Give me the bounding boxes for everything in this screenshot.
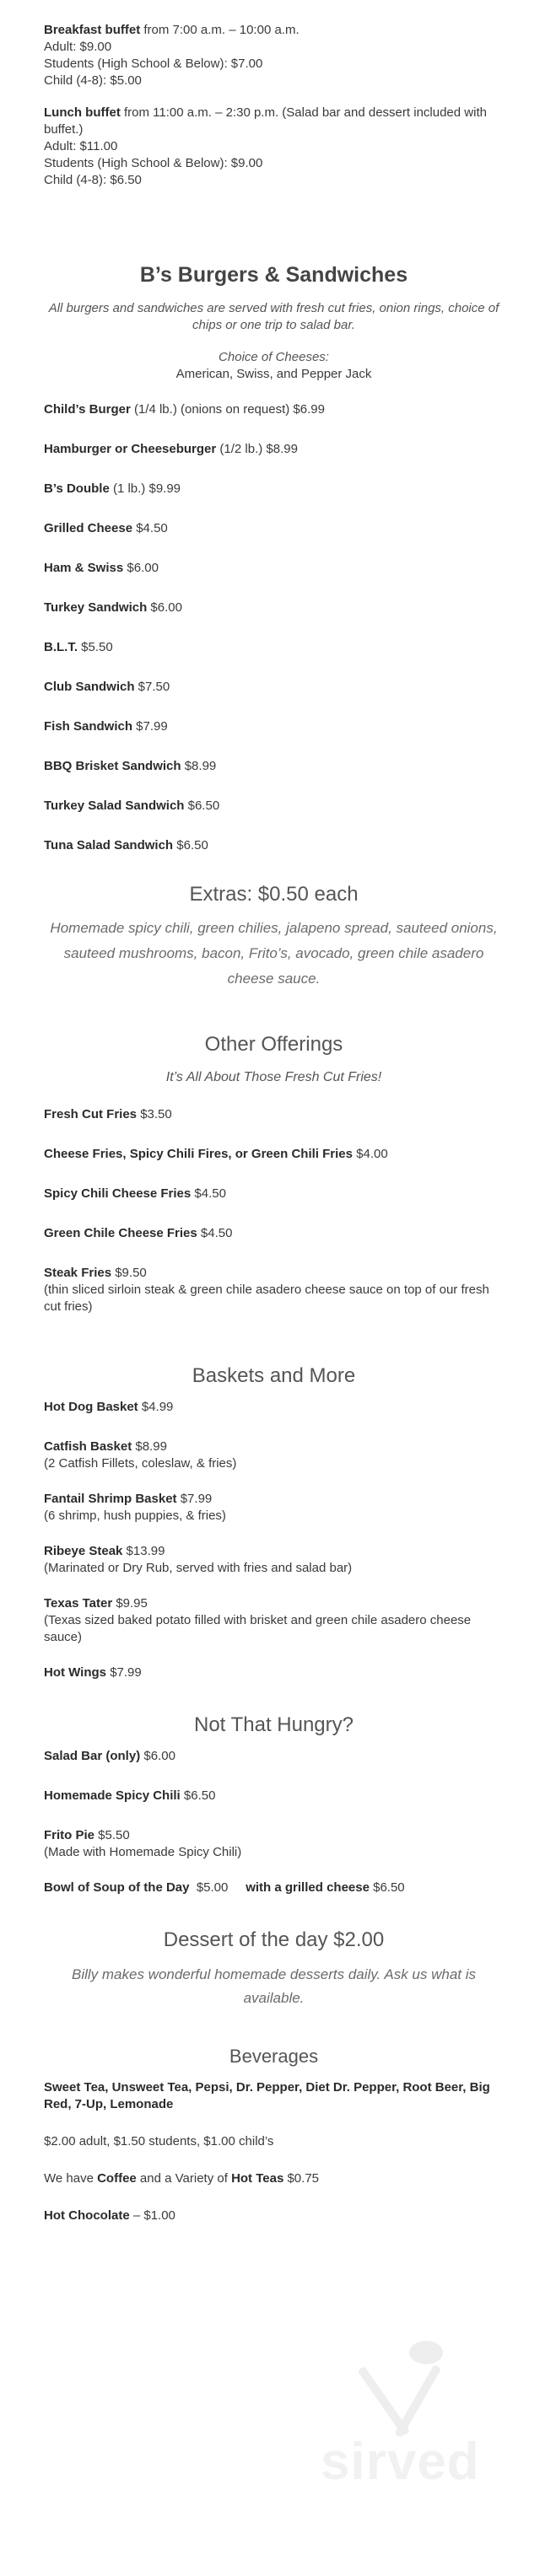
list-item: Bowl of Soup of the Day $5.00 with a grilled cheese $6.50 [44, 1880, 405, 1895]
list-item: Steak Fries $9.50 (thin sliced sirloin steak & green chile asadero cheese sauce on top of our fresh cut fries) [44, 1265, 504, 1315]
coffee-teas: We have Coffee and a Variety of Hot Teas $0.75 [44, 2171, 320, 2186]
list-item: Club Sandwich $7.50 [44, 680, 170, 694]
list-item: Frito Pie $5.50 (Made with Homemade Spicy Chili) [44, 1827, 504, 1861]
cheese-title: Choice of Cheeses: [219, 350, 329, 364]
list-item: Child’s Burger (1/4 lb.) (onions on request) $6.99 [44, 402, 325, 417]
item-note: (Made with Homemade Spicy Chili) [44, 1845, 242, 1859]
other-heading: Other Offerings [204, 1033, 343, 1056]
sirved-watermark [321, 2327, 515, 2538]
list-item: Catfish Basket $8.99 (2 Catfish Fillets, coleslaw, & fries) [44, 1439, 504, 1472]
list-item: Cheese Fries, Spicy Chili Fires, or Green Chili Fries $4.00 [44, 1147, 388, 1161]
list-item: B’s Double (1 lb.) $9.99 [44, 481, 181, 496]
list-item: Salad Bar (only) $6.00 [44, 1749, 175, 1763]
beverage-list: Sweet Tea, Unsweet Tea, Pepsi, Dr. Pepper, Diet Dr. Pepper, Root Beer, Big Red, 7-Up, Lemonade [44, 2080, 490, 2111]
list-item: Hot Dog Basket $4.99 [44, 1400, 174, 1414]
baskets-list [44, 1399, 504, 1681]
other-list [44, 1106, 504, 1315]
item-note: (thin sliced sirloin steak & green chile asadero cheese sauce on top of our fresh cut fries) [44, 1283, 489, 1314]
breakfast-title: Breakfast buffet [44, 23, 141, 37]
lunch-title: Lunch buffet [44, 105, 121, 120]
list-item: Fresh Cut Fries $3.50 [44, 1107, 172, 1121]
list-item: Texas Tater $9.95 (Texas sized baked potato filled with brisket and green chile asadero cheese sauce) [44, 1595, 504, 1646]
hot-chocolate: Hot Chocolate – $1.00 [44, 2208, 175, 2223]
dessert-description: Billy makes wonderful homemade desserts daily. Ask us what is available. [71, 1966, 477, 2006]
lunch-child: Child (4-8): $6.50 [44, 173, 142, 187]
item-note: (Marinated or Dry Rub, served with fries and salad bar) [44, 1561, 353, 1575]
fork-spoon-icon [354, 2327, 472, 2445]
list-item: Hot Wings $7.99 [44, 1665, 142, 1680]
item-note: (2 Catfish Fillets, coleslaw, & fries) [44, 1456, 237, 1471]
hungry-heading: Not That Hungry? [194, 1713, 354, 1736]
breakfast-adult: Adult: $9.00 [44, 40, 112, 54]
beverage-prices: $2.00 adult, $1.50 students, $1.00 child’s [44, 2134, 274, 2148]
list-item: Turkey Salad Sandwich $6.50 [44, 799, 220, 813]
lunch-adult: Adult: $11.00 [44, 139, 118, 153]
item-note: (Texas sized baked potato filled with brisket and green chile asadero cheese sauce) [44, 1613, 472, 1644]
burgers-intro: All burgers and sandwiches are served with fresh cut fries, onion rings, choice of chips or one trip to salad bar. [48, 301, 499, 332]
lunch-buffet [44, 105, 504, 189]
list-item: Homemade Spicy Chili $6.50 [44, 1788, 216, 1803]
list-item: Fantail Shrimp Basket $7.99 (6 shrimp, hush puppies, & fries) [44, 1491, 504, 1525]
breakfast-buffet [44, 22, 504, 89]
list-item: Turkey Sandwich $6.00 [44, 600, 182, 615]
breakfast-child: Child (4-8): $5.00 [44, 73, 142, 88]
lunch-time: from 11:00 a.m. – 2:30 p.m. (Salad bar and dessert included with buffet.) [44, 105, 487, 137]
dessert-heading: Dessert of the day $2.00 [163, 1928, 385, 1951]
watermark-text: sirved [321, 2433, 480, 2491]
list-item: Green Chile Cheese Fries $4.50 [44, 1226, 233, 1240]
lunch-students: Students (High School & Below): $9.00 [44, 156, 263, 170]
other-subtitle: It’s All About Those Fresh Cut Fries! [165, 1070, 382, 1084]
burgers-heading: B’s Burgers & Sandwiches [139, 263, 408, 287]
list-item: B.L.T. $5.50 [44, 640, 113, 654]
cheese-list: American, Swiss, and Pepper Jack [175, 367, 372, 381]
list-item: Spicy Chili Cheese Fries $4.50 [44, 1186, 226, 1201]
list-item: Hamburger or Cheeseburger (1/2 lb.) $8.99 [44, 442, 298, 456]
baskets-heading: Baskets and More [192, 1364, 356, 1387]
burger-list [44, 401, 504, 854]
extras-description: Homemade spicy chili, green chilies, jalapeno spread, sauteed onions, sauteed mushrooms, bacon, Frito’s, avocado, green chile asadero cheese sauce. [50, 920, 498, 987]
list-item: Ham & Swiss $6.00 [44, 561, 159, 575]
list-item: Ribeye Steak $13.99 (Marinated or Dry Rub, served with fries and salad bar) [44, 1543, 504, 1577]
list-item: Grilled Cheese $4.50 [44, 521, 168, 535]
hungry-list [44, 1748, 504, 1896]
menu-page [44, 22, 504, 2224]
list-item: Tuna Salad Sandwich $6.50 [44, 838, 208, 852]
breakfast-time: from 7:00 a.m. – 10:00 a.m. [140, 23, 300, 37]
item-note: (6 shrimp, hush puppies, & fries) [44, 1508, 226, 1523]
extras-heading: Extras: $0.50 each [189, 883, 359, 906]
list-item: BBQ Brisket Sandwich $8.99 [44, 759, 217, 773]
breakfast-students: Students (High School & Below): $7.00 [44, 56, 263, 71]
list-item: Fish Sandwich $7.99 [44, 719, 168, 734]
beverages-heading: Beverages [229, 2046, 319, 2067]
